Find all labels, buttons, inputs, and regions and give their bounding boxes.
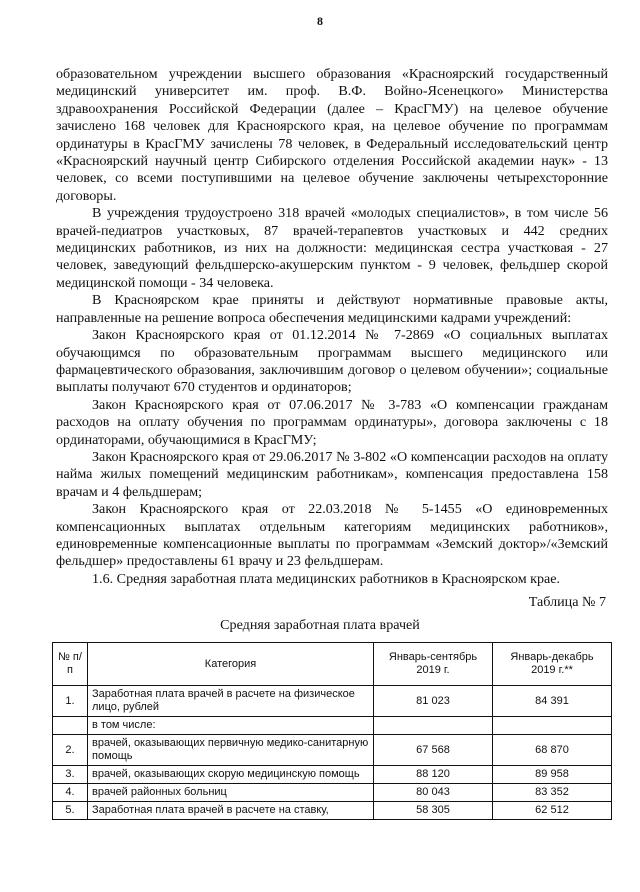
row-value-jan-dec: 83 352 (493, 784, 612, 802)
header-jan-sep: Январь-сентябрь 2019 г. (374, 643, 493, 686)
header-category: Категория (88, 643, 374, 686)
page-number: 8 (317, 14, 323, 28)
table-header-row (53, 643, 612, 686)
header-number: № п/п (53, 643, 88, 686)
row-number: 2. (53, 735, 88, 766)
row-category: врачей районных больниц (88, 784, 374, 802)
paragraph: Закон Красноярского края от 22.03.2018 № 5-1455 «О единовременных компенсационных выплатах отдельным категориям медицинских работников», единовременные компенсационные выплаты по программам «Земский доктор»/«Земский фельдшер» предоставлены 61 врачу и 23 фельдшерам. (56, 501, 608, 570)
row-category: врачей, оказывающих скорую медицинскую помощь (88, 766, 374, 784)
row-value-jan-sep: 88 120 (374, 766, 493, 784)
table-row (53, 766, 612, 784)
table-title: Средняя заработная плата врачей (220, 617, 420, 633)
row-category: врачей, оказывающих первичную медико-санитарную помощь (88, 735, 374, 766)
row-number (53, 717, 88, 735)
table-row (53, 717, 612, 735)
row-value-jan-dec: 68 870 (493, 735, 612, 766)
row-value-jan-sep: 81 023 (374, 686, 493, 717)
paragraph: Закон Красноярского края от 01.12.2014 № 7-2869 «О социальных выплатах обучающимся по образовательным программам высшего медицинского или фармацевтического образования, заключившим договор о целевом обучении»; социальные выплаты получают 670 студентов и ординаторов; (56, 327, 608, 396)
row-value-jan-sep: 67 568 (374, 735, 493, 766)
paragraph: 1.6. Средняя заработная плата медицинских работников в Красноярском крае. (92, 570, 561, 587)
row-value-jan-dec: 84 391 (493, 686, 612, 717)
paragraph: образовательном учреждении высшего образования «Красноярский государственный медицинский университет им. проф. В.Ф. Войно-Ясенецкого» Министерства здравоохранения Российской Федерации (далее – КрасГМУ) на целевое обучение зачислено 168 человек для Красноярского края, на целевое обучение по программам ординатуры в КрасГМУ зачислены 78 человек, в Федеральный исследовательский центр «Красноярский научный центр Сибирского отделения Российской академии наук» - 13 человек, со всеми поступившими на целевое обучение заключены четырехсторонние договоры. (56, 66, 608, 204)
paragraph: В Красноярском крае приняты и действуют нормативные правовые акты, направленные на решение вопроса обеспечения медицинскими кадрами учреждений: (56, 292, 608, 326)
row-category: Заработная плата врачей в расчете на ставку, (88, 802, 374, 820)
paragraph: Закон Красноярского края от 29.06.2017 № 3-802 «О компенсации расходов на оплату найма жилых помещений медицинским работникам», компенсация предоставлена 158 врачам и 4 фельдшерам; (56, 448, 608, 500)
salary-table (52, 642, 612, 820)
paragraph: В учреждения трудоустроено 318 врачей «молодых специалистов», в том числе 56 врачей-педиатров участковых, 87 врачей-терапевтов участковых и 442 средних медицинских работников, из них на должности: медицинская сестра участковая - 27 человек, заведующий фельдшерско-акушерским пунктом - 9 человек, фельдшер скорой медицинской помощи - 34 человека. (56, 205, 608, 291)
row-value-jan-sep: 80 043 (374, 784, 493, 802)
row-number: 4. (53, 784, 88, 802)
row-value-jan-dec: 62 512 (493, 802, 612, 820)
row-number: 3. (53, 766, 88, 784)
row-value-jan-sep: 58 305 (374, 802, 493, 820)
body-text (56, 66, 608, 588)
table-label: Таблица № 7 (528, 594, 606, 610)
row-value-jan-sep (374, 717, 493, 735)
row-number: 5. (53, 802, 88, 820)
row-category: Заработная плата врачей в расчете на физическое лицо, рублей (88, 686, 374, 717)
row-category: в том числе: (88, 717, 374, 735)
table-row (53, 686, 612, 717)
row-number: 1. (53, 686, 88, 717)
table-row (53, 802, 612, 820)
row-value-jan-dec: 89 958 (493, 766, 612, 784)
table-row (53, 735, 612, 766)
row-value-jan-dec (493, 717, 612, 735)
paragraph: Закон Красноярского края от 07.06.2017 № 3-783 «О компенсации гражданам расходов на оплату обучения по программам ординатуры», договора заключены с 18 ординаторами, обучающимися в КрасГМУ; (56, 396, 608, 448)
table-row (53, 784, 612, 802)
header-jan-dec: Январь-декабрь 2019 г.** (493, 643, 612, 686)
